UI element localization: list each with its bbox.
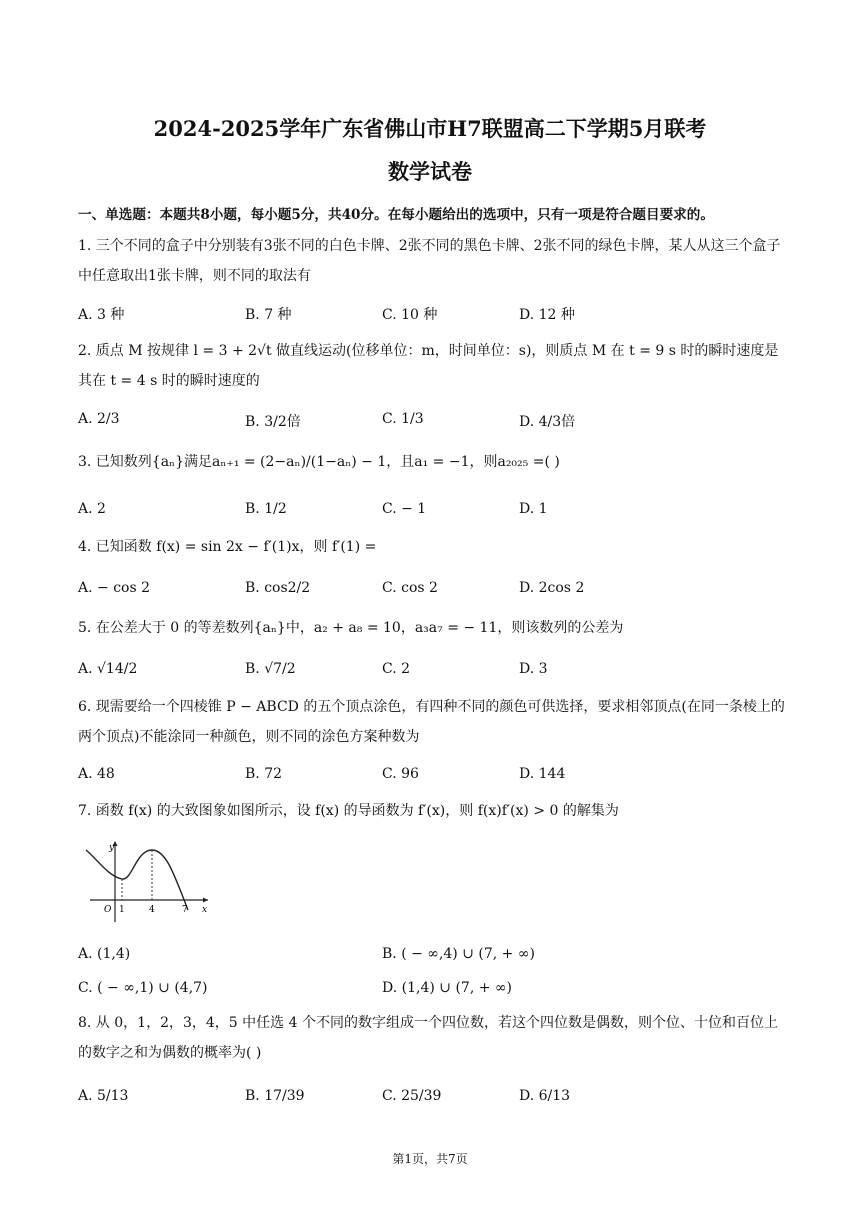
tick-label-4: 4 (149, 905, 155, 915)
option-b[interactable]: B. ( − ∞,4) ∪ (7, + ∞) (382, 946, 535, 962)
origin-label: O (104, 905, 112, 915)
option-d[interactable]: D. 4/3倍 (519, 414, 576, 430)
question-2-options (78, 411, 786, 435)
question-3-options (78, 501, 786, 525)
option-d[interactable]: D. 2cos 2 (519, 580, 585, 596)
function-curve (86, 850, 188, 910)
function-graph (84, 838, 210, 924)
question-8-options (78, 1088, 786, 1112)
option-d[interactable]: D. 1 (519, 501, 548, 517)
x-axis-label: x (202, 905, 208, 915)
option-c[interactable]: C. 25/39 (382, 1088, 442, 1104)
option-c[interactable]: C. 96 (382, 766, 419, 782)
y-axis-label: y (109, 843, 115, 853)
option-b[interactable]: B. 3/2倍 (245, 414, 301, 430)
option-b[interactable]: B. 17/39 (245, 1088, 305, 1104)
question-5: 5. 在公差大于 0 的等差数列{aₙ}中，a₂ + a₈ = 10，a₃a₇ = − 11，则该数列的公差为 (78, 620, 624, 636)
option-b[interactable]: B. √7/2 (245, 661, 296, 677)
question-7-options-row2 (78, 980, 786, 1004)
tick-label-7: 7 (182, 905, 188, 915)
option-a[interactable]: A. − cos 2 (78, 580, 151, 596)
option-c[interactable]: C. ( − ∞,1) ∪ (4,7) (78, 980, 208, 996)
option-c[interactable]: C. 10 种 (382, 307, 438, 323)
option-d[interactable]: D. 3 (519, 661, 548, 677)
option-a[interactable]: A. 2/3 (78, 411, 120, 427)
option-c[interactable]: C. 1/3 (382, 411, 424, 427)
x-axis-arrow (203, 898, 208, 903)
question-4: 4. 已知函数 f(x) = sin 2x − f′(1)x，则 f′(1) = (78, 539, 377, 555)
question-3: 3. 已知数列{aₙ}满足aₙ₊₁ = (2−aₙ)/(1−aₙ) − 1，且a₁ = −1，则a₂₀₂₅ =( ) (78, 454, 560, 470)
question-5-options (78, 661, 786, 685)
option-d[interactable]: D. 144 (519, 766, 566, 782)
question-8: 8. 从 0，1，2，3，4，5 中任选 4 个不同的数字组成一个四位数，若这个四位数是偶数，则个位、十位和百位上的数字之和为偶数的概率为( ) (78, 1015, 778, 1061)
option-a[interactable]: A. 2 (78, 501, 106, 517)
question-7: 7. 函数 f(x) 的大致图象如图所示，设 f(x) 的导函数为 f′(x)，则 f(x)f′(x) > 0 的解集为 (78, 803, 619, 819)
question-1-options (78, 304, 786, 328)
question-4-options (78, 580, 786, 604)
question-2: 2. 质点 M 按规律 l = 3 + 2√t 做直线运动(位移单位：m，时间单位：s)，则质点 M 在 t = 9 s 时的瞬时速度是其在 t = 4 s 时的瞬时速度的 (78, 343, 779, 389)
exam-title: 2024-2025学年广东省佛山市H7联盟高二下学期5月联考 (153, 116, 707, 141)
option-c[interactable]: C. cos 2 (382, 580, 438, 596)
question-7-options-row1 (78, 946, 786, 970)
tick-label-1: 1 (119, 905, 125, 915)
option-a[interactable]: A. 5/13 (78, 1088, 129, 1104)
option-b[interactable]: B. cos2/2 (245, 580, 311, 596)
option-a[interactable]: A. (1,4) (78, 946, 131, 962)
option-a[interactable]: A. 3 种 (78, 307, 125, 323)
exam-subtitle: 数学试卷 (388, 159, 472, 184)
page-footer: 第1页，共7页 (392, 1152, 468, 1166)
option-d[interactable]: D. (1,4) ∪ (7, + ∞) (382, 980, 513, 996)
section-heading: 一、单选题：本题共8小题，每小题5分，共40分。在每小题给出的选项中，只有一项是符合题目要求的。 (78, 207, 714, 223)
question-6: 6. 现需要给一个四棱锥 P − ABCD 的五个顶点涂色，有四种不同的颜色可供选择，要求相邻顶点(在同一条棱上的两个顶点)不能涂同一种颜色，则不同的涂色方案种数为 (78, 699, 785, 745)
option-c[interactable]: C. − 1 (382, 501, 427, 517)
option-a[interactable]: A. 48 (78, 766, 115, 782)
option-d[interactable]: D. 12 种 (519, 307, 575, 323)
question-1: 1. 三个不同的盒子中分别装有3张不同的白色卡牌、2张不同的黑色卡牌、2张不同的绿色卡牌，某人从这三个盒子中任意取出1张卡牌，则不同的取法有 (78, 238, 781, 284)
question-6-options (78, 766, 786, 790)
option-b[interactable]: B. 72 (245, 766, 283, 782)
option-b[interactable]: B. 7 种 (245, 307, 292, 323)
option-d[interactable]: D. 6/13 (519, 1088, 571, 1104)
option-a[interactable]: A. √14/2 (78, 661, 138, 677)
option-c[interactable]: C. 2 (382, 661, 411, 677)
option-b[interactable]: B. 1/2 (245, 501, 287, 517)
